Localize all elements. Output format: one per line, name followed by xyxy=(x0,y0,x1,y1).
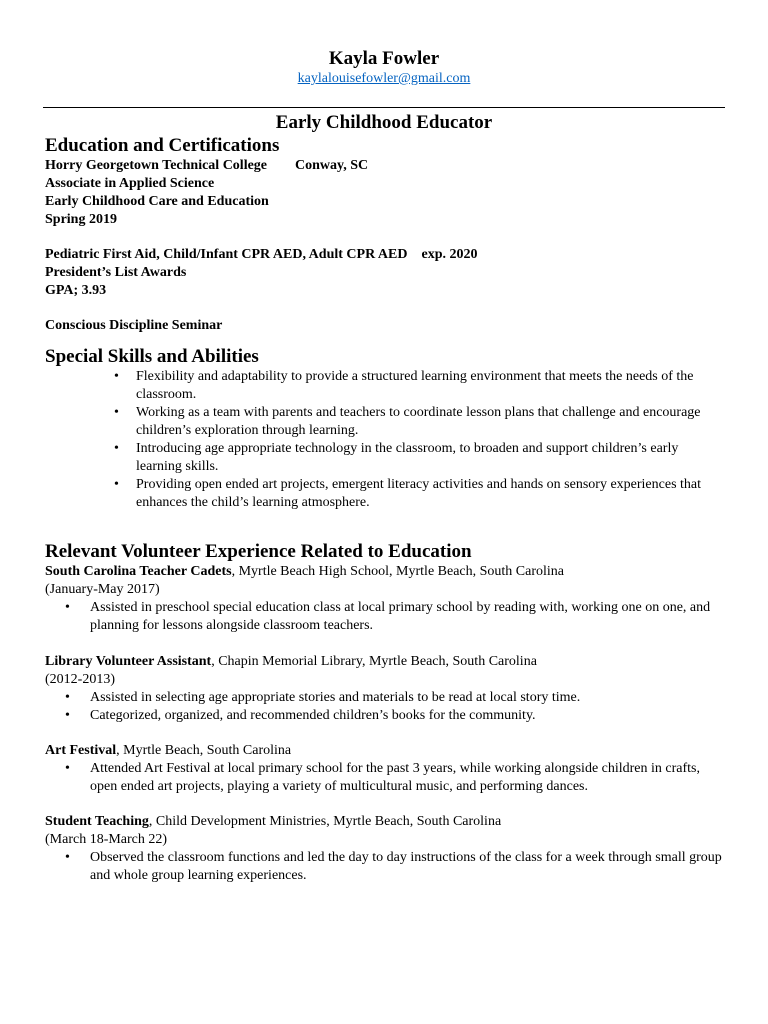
entry-org: , Chapin Memorial Library, Myrtle Beach, South Carolina xyxy=(211,654,537,669)
entry-date: (2012-2013) xyxy=(45,672,115,687)
email-line xyxy=(0,70,768,87)
entry-bullets xyxy=(45,689,724,725)
list-item: • Observed the classroom functions and led the day to day instructions of the class for a week through small group and whole group learning experiences. xyxy=(45,849,724,885)
list-item: • Assisted in preschool special education class at local primary school by reading with, working one on one, and planning for lessons alongside classroom teachers. xyxy=(45,599,724,635)
spacer xyxy=(45,335,724,346)
spacer xyxy=(45,796,724,813)
experience-section xyxy=(45,541,724,885)
awards: President’s List Awards xyxy=(45,265,187,280)
experience-entry-art-festival xyxy=(45,742,724,796)
certifications-line xyxy=(45,246,724,264)
spacer xyxy=(45,635,724,653)
certification-expiry: exp. 2020 xyxy=(421,247,478,262)
spacer xyxy=(45,229,724,246)
list-item: • Introducing age appropriate technology in the classroom, to broaden and support children’s early learning skills. xyxy=(45,440,724,476)
list-item: • Flexibility and adaptability to provide a structured learning environment that meets the needs of the classroom. xyxy=(45,368,724,404)
entry-heading xyxy=(45,742,724,760)
entry-org: , Myrtle Beach, South Carolina xyxy=(116,743,292,758)
entry-org: , Myrtle Beach High School, Myrtle Beach, South Carolina xyxy=(231,564,565,579)
program: Early Childhood Care and Education xyxy=(45,194,269,209)
list-item: • Providing open ended art projects, emergent literacy activities and hands on sensory experiences that enhances the child’s learning atmosphere. xyxy=(45,476,724,512)
candidate-name: Kayla Fowler xyxy=(328,48,440,69)
education-heading: Education and Certifications xyxy=(45,135,280,156)
college-name: Horry Georgetown Technical College xyxy=(45,158,268,173)
skills-heading: Special Skills and Abilities xyxy=(45,346,259,367)
list-item: • Assisted in selecting age appropriate stories and materials to be read at local story time. xyxy=(45,689,724,707)
entry-role: South Carolina Teacher Cadets xyxy=(45,564,232,579)
education-section xyxy=(45,135,724,335)
resume-body xyxy=(45,135,724,885)
header-divider xyxy=(43,107,725,108)
term: Spring 2019 xyxy=(45,212,117,227)
experience-entry-library xyxy=(45,653,724,725)
degree: Associate in Applied Science xyxy=(45,176,215,191)
entry-bullets xyxy=(45,760,724,796)
entry-org: , Child Development Ministries, Myrtle Beach, South Carolina xyxy=(148,814,502,829)
entry-bullets xyxy=(45,849,724,885)
entry-bullets xyxy=(45,599,724,635)
email-link[interactable]: kaylalouisefowler@gmail.com xyxy=(297,71,471,86)
entry-heading xyxy=(45,653,724,671)
entry-heading xyxy=(45,813,724,831)
entry-date: (March 18-March 22) xyxy=(45,832,168,847)
experience-heading: Relevant Volunteer Experience Related to Education xyxy=(45,541,472,562)
seminar: Conscious Discipline Seminar xyxy=(45,318,223,333)
entry-heading xyxy=(45,563,724,581)
entry-role: Library Volunteer Assistant xyxy=(45,654,212,669)
list-item: • Categorized, organized, and recommended children’s books for the community. xyxy=(45,707,724,725)
skills-section xyxy=(45,346,724,512)
certifications: Pediatric First Aid, Child/Infant CPR AED, Adult CPR AED xyxy=(45,247,408,262)
experience-entry-teacher-cadets xyxy=(45,563,724,635)
list-item: • Working as a team with parents and teachers to coordinate lesson plans that challenge and encourage children’s exploration through learning. xyxy=(45,404,724,440)
entry-role: Student Teaching xyxy=(45,814,149,829)
experience-entry-student-teaching xyxy=(45,813,724,885)
spacer xyxy=(45,300,724,317)
gpa: GPA; 3.93 xyxy=(45,283,107,298)
spacer xyxy=(45,725,724,742)
skills-list xyxy=(45,368,724,512)
list-item: • Attended Art Festival at local primary school for the past 3 years, while working alongside children in crafts, open ended art projects, playing a variety of multicultural music, and performing dances. xyxy=(45,760,724,796)
spacer xyxy=(45,512,724,541)
entry-date: (January-May 2017) xyxy=(45,582,160,597)
college-location: Conway, SC xyxy=(295,158,369,173)
entry-role: Art Festival xyxy=(45,743,117,758)
college-line xyxy=(45,157,724,175)
job-title: Early Childhood Educator xyxy=(275,112,493,133)
